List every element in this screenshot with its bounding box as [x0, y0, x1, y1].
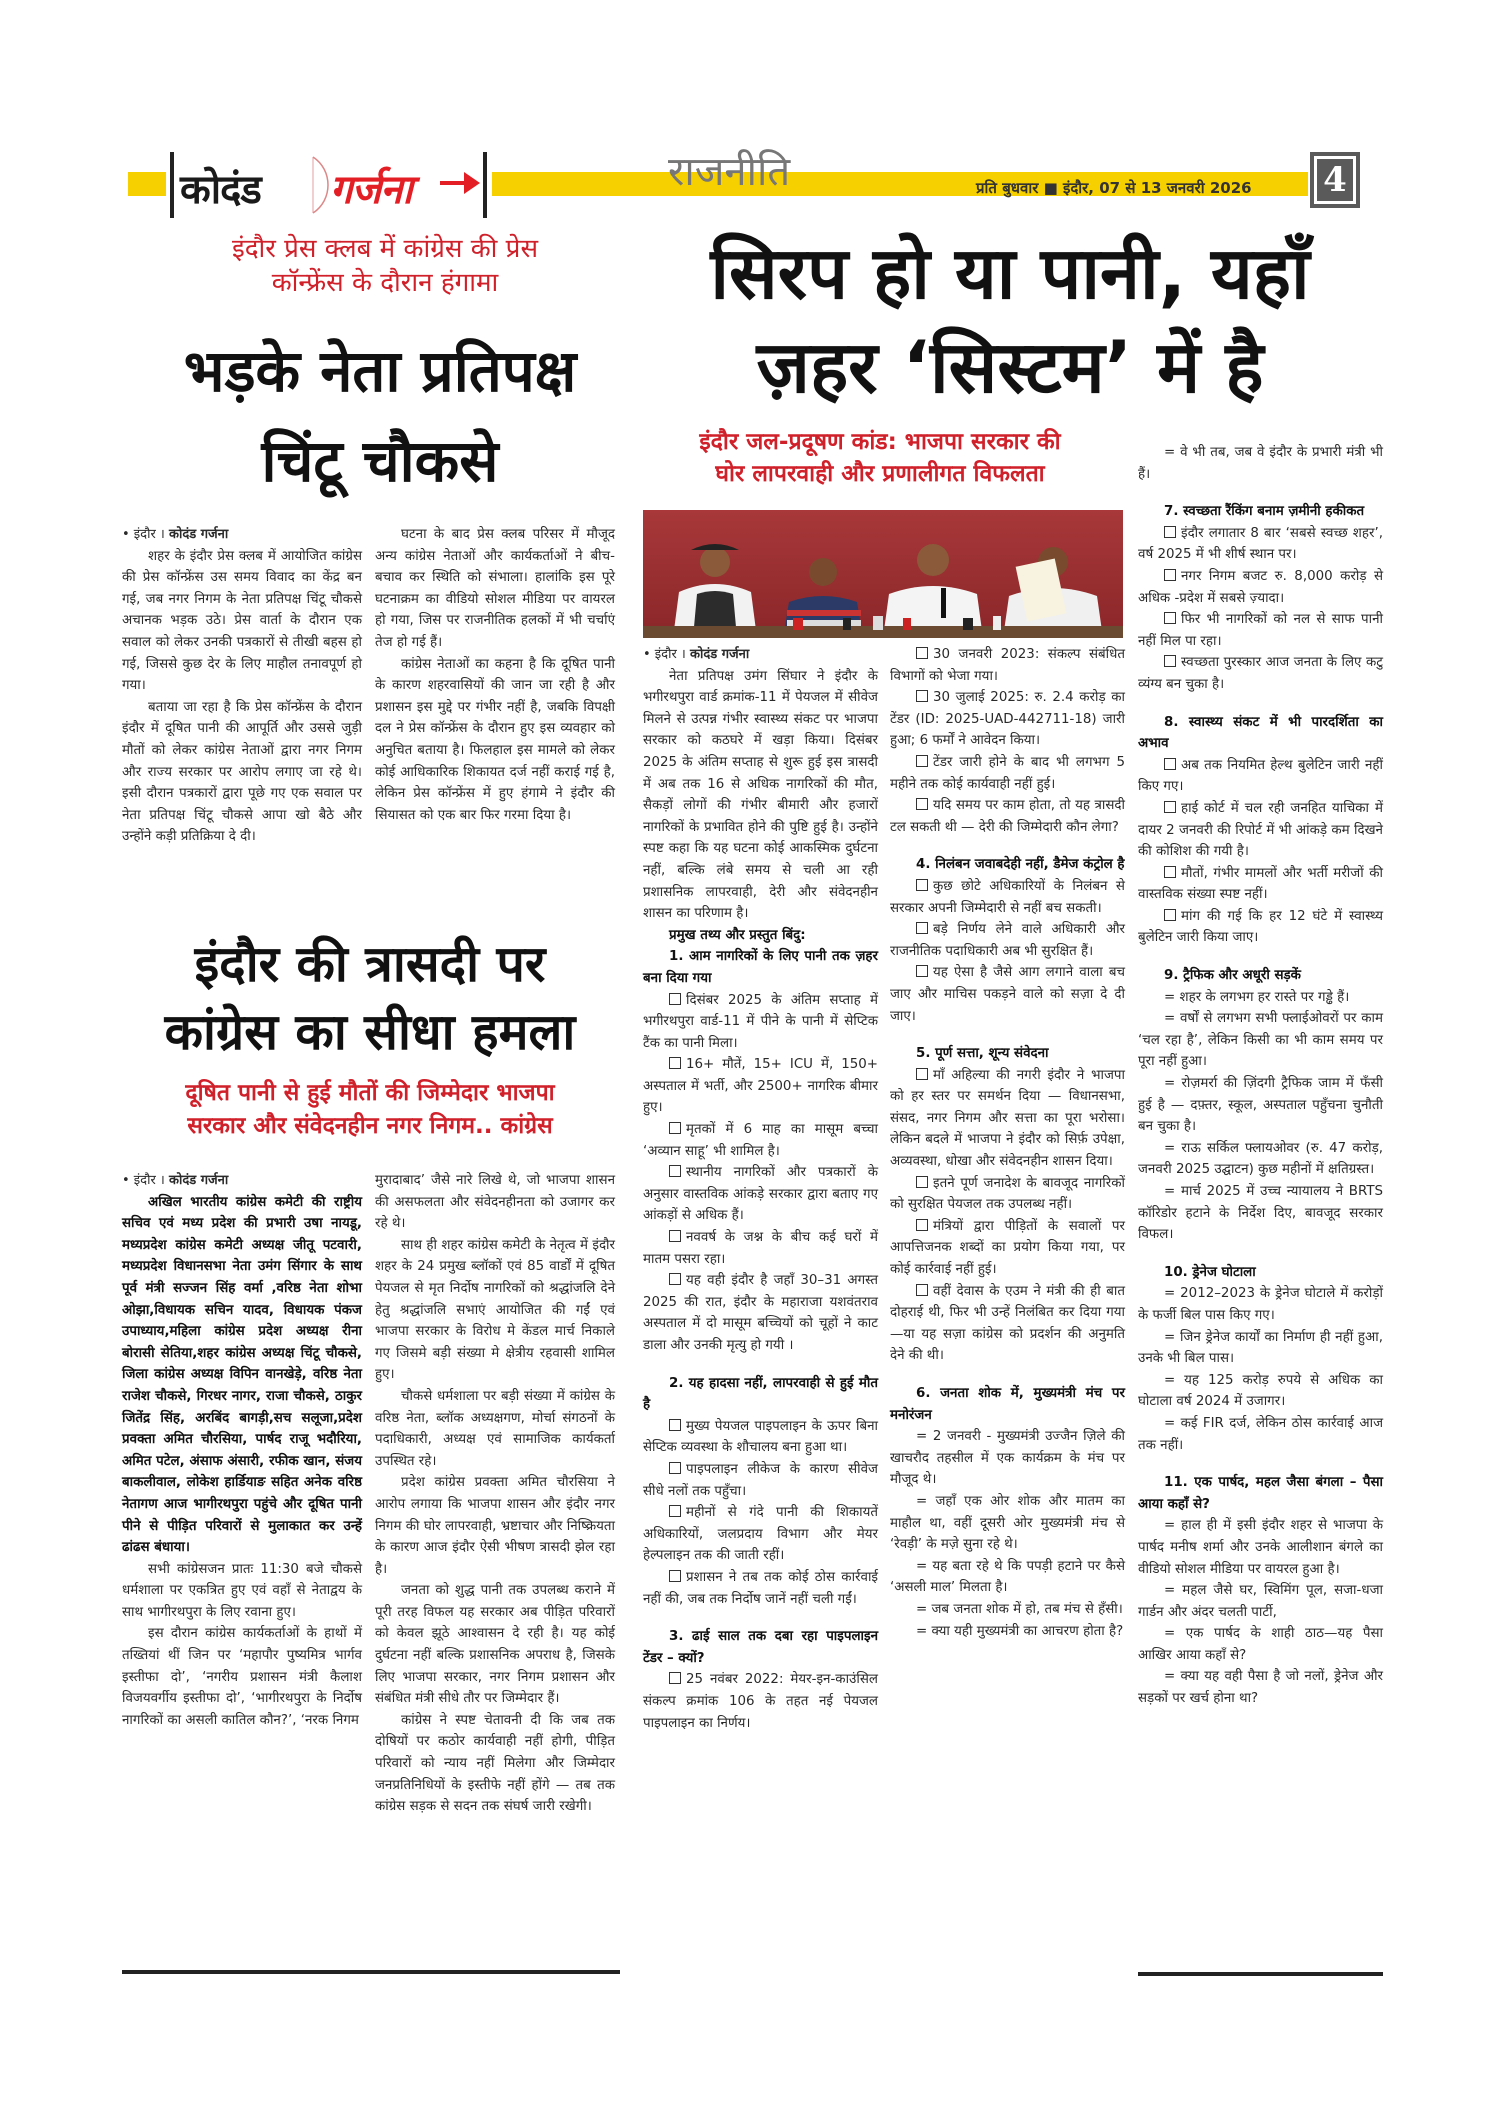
- checkbox-icon: [669, 1505, 681, 1517]
- story3-subhead-line2: घोर लापरवाही और प्रणालीगत विफलता: [715, 461, 1045, 487]
- story2-subhead-line1: दूषित पानी से हुई मौतों की जिम्मेदार भाजपा: [185, 1080, 555, 1106]
- bottom-rule-right: [1138, 1972, 1383, 1976]
- checkbox-icon: [916, 879, 928, 891]
- checkbox-icon: [669, 1570, 681, 1582]
- list-item: [890, 962, 1125, 1027]
- list-item-text: नगर निगम बजट रु. 8,000 करोड़ से अधिक -प्रदेश में सबसे ज़्यादा।: [1138, 568, 1383, 606]
- list-item-text: मंत्रियों द्वारा पीड़ितों के सवालों पर आपत्तिजनक शब्दों का प्रयोग किया गया, पर कोई कार्रवाई नहीं हुई।: [890, 1218, 1125, 1278]
- list-item: [1138, 1515, 1383, 1580]
- story2-column-2: [375, 1170, 615, 1818]
- checkbox-icon: [669, 1230, 681, 1242]
- list-item: [1138, 987, 1383, 1009]
- checkbox-icon: [916, 922, 928, 934]
- story1-headline-line2: चिंटू चौकसे: [261, 427, 499, 495]
- list-item: [643, 1416, 878, 1459]
- list-item: [643, 1227, 878, 1270]
- equals-bullet-icon: =: [916, 1429, 933, 1445]
- list-item: [1138, 1580, 1383, 1623]
- list-item: [1138, 755, 1383, 798]
- dateline-place: • इंदौर ।: [643, 647, 686, 662]
- paragraph: सभी कांग्रेसजन प्रातः 11:30 बजे चौकसे धर्मशाला पर एकत्रित हुए एवं वहाँ से नेताद्वय के साथ भागीरथपुरा के लिए रवाना हुए।: [122, 1561, 362, 1620]
- section-heading: 10. ड्रेनेज घोटाला: [1164, 1264, 1256, 1280]
- checkbox-icon: [1164, 909, 1176, 921]
- checkbox-icon: [669, 1462, 681, 1474]
- story2-subhead-line2: सरकार और संवेदनहीन नगर निगम.. कांग्रेस: [187, 1113, 553, 1139]
- list-item-text: यह बता रहे थे कि पपड़ी हटाने पर कैसे ‘असली माल’ मिलता है।: [890, 1558, 1125, 1596]
- list-item-text: दिसंबर 2025 के अंतिम सप्ताह में भगीरथपुरा वार्ड-11 में पीने के पानी में सेप्टिक टैंक का पानी मिला।: [643, 992, 878, 1051]
- list-item: [1138, 566, 1383, 609]
- list-item-text: नववर्ष के जश्न के बीच कई घरों में मातम पसरा रहा।: [643, 1230, 878, 1267]
- equals-bullet-icon: =: [1164, 1583, 1183, 1599]
- checkbox-icon: [916, 965, 928, 977]
- intro-paragraph: नेता प्रतिपक्ष उमंग सिंघार ने इंदौर के भगीरथपुरा वार्ड क्रमांक-11 में पेयजल में सीवेज मिलने से उत्पन्न गंभीर स्वास्थ्य संकट पर भाजपा सरकार को कठघरे में खड़ा किया। दिसंबर 2025 के अंतिम सप्ताह से शुरू हुई इस त्रासदी में अब तक 16 से अधिक नागरिकों की मौत, सैकड़ों लोगों की गंभीर बीमारी और हजारों नागरिकों के प्रभावित होने की पुष्टि हुई है। उन्होंने स्पष्ट कहा कि यह घटना कोई आकस्मिक दुर्घटना नहीं, बल्कि लंबे समय से चली आ रही प्रशासनिक लापरवाही, देरी और संवेदनहीन शासन का परिणाम है।: [643, 668, 878, 922]
- list-item: [643, 1054, 878, 1119]
- list-item: [890, 687, 1125, 752]
- list-item-text: जहाँ एक ओर शोक और मातम का माहौल था, वहीं दूसरी ओर मुख्यमंत्री मंच से ‘रेवड़ी’ के मज़े सुना रहे थे।: [890, 1493, 1125, 1553]
- story1-kicker: इंदौर प्रेस क्लब में कांग्रेस की प्रेस कॉन्फ्रेंस के दौरान हंगामा: [231, 234, 539, 298]
- list-item: [643, 1502, 878, 1567]
- equals-bullet-icon: =: [916, 1601, 932, 1617]
- list-item-text: शहर के लगभग हर रास्ते पर गड्ढे हैं।: [1179, 989, 1350, 1005]
- list-item-text: यह ऐसा है जैसे आग लगाने वाला बच जाए और माचिस पकड़ने वाले को सज़ा दे दी जाए।: [890, 965, 1125, 1024]
- list-item-text: क्या यह वही पैसा है जो नलों, ड्रेनेज और सड़कों पर खर्च होना था?: [1138, 1669, 1383, 1707]
- list-item: [1138, 652, 1383, 695]
- list-item: [890, 1065, 1125, 1173]
- list-item: [1138, 1327, 1383, 1370]
- list-item-text: स्वच्छता पुरस्कार आज जनता के लिए कटु व्यंग्य बन चुका है।: [1138, 655, 1383, 692]
- checkbox-icon: [1164, 569, 1176, 581]
- paragraph: इस दौरान कांग्रेस कार्यकर्ताओं के हाथों में तख्तियां थीं जिन पर ‘महापौर पुष्यमित्र भार्गव इस्तीफा दो’, ‘नगरीय प्रशासन मंत्री कैलाश विजयवर्गीय इस्तीफा दो’, ‘भागीरथपुरा के निर्दोष नागरिकों का असली कातिल कौन?’, ‘नरक निगम: [122, 1626, 362, 1728]
- story3-dateline: [643, 644, 878, 666]
- list-item: [1138, 1181, 1383, 1246]
- paragraph: साथ ही शहर कांग्रेस कमेटी के नेतृत्व में इंदौर शहर के 24 प्रमुख ब्लॉकों एवं 85 वार्डों में दूषित पेयजल से मृत निर्दोष नागरिकों को श्रद्धांजलि देने हेतु श्रद्धांजलि सभाएं आयोजित की गईं एवं भाजपा सरकार के विरोध मे केंडल मार्च निकाले गए जिसमे बड़ी संख्या मे क्षेत्रीय रहवासी शामिल हुए।: [375, 1237, 615, 1383]
- lead-paragraph: अखिल भारतीय कांग्रेस कमेटी की राष्ट्रीय सचिव एवं मध्य प्रदेश की प्रभारी उषा नायडू, मध्यप्रदेश कांग्रेस कमेटी अध्यक्ष जीतू पटवारी, मध्यप्रदेश विधानसभा नेता उमंग सिंगार के साथ पूर्व मंत्री सज्जन सिंह वर्मा ,वरिष्ठ नेता शोभा ओझा,विधायक सचिन यादव, विधायक पंकज उपाध्याय,महिला कांग्रेस प्रदेश अध्यक्ष रीना बोरासी सेतिया,शहर कांग्रेस अध्यक्ष चिंटू चौकसे, जिला कांग्रेस अध्यक्ष विपिन वानखेड़े, वरिष्ठ नेता राजेश चौकसे, गिरधर नागर, राजा चौकसे, ठाकुर जितेंद्र सिंह, अरबिंद बागड़ी,सच सलूजा,प्रदेश प्रवक्ता अमित चौरसिया, पार्षद राजू भदौरिया, अमित पटेल, अंसाफ अंसारी, रफीक खान, संजय बाकलीवाल, लोकेश हार्डियाङ सहित अनेक वरिष्ठ नेतागण आज भागीरथपुरा पहुंचे और दूषित पानी पीने से पीड़ित परिवारों से मुलाकात कर उन्हें ढांढस बंधाया।: [122, 1194, 362, 1556]
- equals-bullet-icon: =: [1164, 1076, 1182, 1092]
- list-item-text: 2 जनवरी - मुख्यमंत्री उज्जैन ज़िले की खाचरौद तहसील में एक कार्यक्रम के मंच पर मौजूद थे।: [890, 1429, 1125, 1488]
- list-item-text: एक पार्षद के शाही ठाठ—यह पैसा आखिर आया कहाँ से?: [1138, 1626, 1383, 1663]
- list-item: [1138, 609, 1383, 652]
- story3-sections-col2: [890, 854, 1125, 1642]
- checkbox-icon: [1164, 866, 1176, 878]
- list-item: [1138, 1283, 1383, 1326]
- section-heading: 6. जनता शोक में, मुख्यमंत्री मंच पर मनोरंजन: [890, 1386, 1125, 1423]
- checkbox-icon: [669, 1419, 681, 1431]
- paragraph: कांग्रेस नेताओं का कहना है कि दूषित पानी के कारण शहरवासियों की जान जा रही है और प्रशासन इस मुद्दे पर गंभीर नहीं है, जबकि विपक्षी दल ने प्रेस कॉन्फ्रेंस के दौरान हुए इस व्यवहार को अनुचित बताया है। फिलहाल इस मामले को लेकर कोई आधिकारिक शिकायत दर्ज नहीं कराई गई है, लेकिन प्रेस कॉन्फ्रेंस में हुए हंगामे ने इंदौर की सियासत को एक बार फिर गरमा दिया है।: [375, 656, 615, 823]
- section-heading: 5. पूर्ण सत्ता, शून्य संवेदना: [916, 1046, 1049, 1062]
- list-item: [643, 1119, 878, 1162]
- story2-headline-line2: कांग्रेस का सीधा हमला: [164, 1003, 576, 1061]
- list-item-text: वर्षों से लगभग सभी फ्लाईओवरों पर काम ‘चल रहा है’, लेकिन किसी का भी काम समय पर पूरा नहीं हुआ।: [1138, 1011, 1383, 1070]
- list-item: [890, 1281, 1125, 1367]
- story2-dateline: [122, 1170, 362, 1192]
- list-item-text: अब तक नियमित हेल्थ बुलेटिन जारी नहीं किए गए।: [1138, 757, 1383, 795]
- checkbox-icon: [1164, 526, 1176, 538]
- list-item-text: इतने पूर्ण जनादेश के बावजूद नागरिकों को सुरक्षित पेयजल तक उपलब्ध नहीं।: [890, 1175, 1125, 1213]
- equals-bullet-icon: =: [916, 1493, 936, 1509]
- equals-bullet-icon: =: [1164, 1669, 1181, 1685]
- list-item: [643, 1669, 878, 1734]
- story3-headline-line2: ज़हर ‘सिस्टम’ में है: [756, 325, 1264, 409]
- checkbox-icon: [916, 690, 928, 702]
- checkbox-icon: [1164, 655, 1176, 667]
- list-item-text: मार्च 2025 में उच्च न्यायालय ने BRTS कॉरिडोर हटाने के निर्देश दिए, बावजूद सरकार विफल।: [1138, 1184, 1383, 1243]
- list-item: [890, 919, 1125, 962]
- list-item: [890, 1173, 1125, 1216]
- checkbox-icon: [669, 1165, 681, 1177]
- story2-headline-line1: इंदौर की त्रासदी पर: [194, 935, 546, 993]
- list-item-text: जब जनता शोक में हो, तब मंच से हँसी।: [931, 1601, 1123, 1617]
- list-item-text: माँ अहिल्या की नगरी इंदौर ने भाजपा को हर स्तर पर समर्थन दिया — विधानसभा, संसद, नगर निगम और सत्ता का पूरा भरोसा। लेकिन बदले में भाजपा ने इंदौर को सिर्फ़ उपेक्षा, अव्यवस्था, धोखा और संवेदनहीन शासन दिया।: [890, 1067, 1125, 1170]
- dateline-place: • इंदौर ।: [122, 527, 165, 542]
- story1-headline-line1: भड़के नेता प्रतिपक्ष: [183, 337, 577, 405]
- story3-headline-line1: सिरप हो या पानी, यहाँ: [710, 231, 1310, 315]
- list-item-text: स्थानीय नागरिकों और पत्रकारों के अनुसार वास्तविक आंकड़े सरकार द्वारा बताए गए आंकड़ों से अधिक हैं।: [643, 1165, 878, 1224]
- list-item-text: पाइपलाइन लीकेज के कारण सीवेज सीधे नलों तक पहुँचा।: [643, 1461, 878, 1499]
- list-item: = वे भी तब, जब वे इंदौर के प्रभारी मंत्री भी हैं।: [1138, 445, 1383, 482]
- checkbox-icon: [669, 1273, 681, 1285]
- equals-bullet-icon: =: [916, 1623, 932, 1639]
- section-heading: 9. ट्रैफिक और अधूरी सड़कें: [1164, 968, 1301, 984]
- list-item-text: कुछ छोटे अधिकारियों के निलंबन से सरकार अपनी जिम्मेदारी से नहीं बच सकती।: [890, 878, 1125, 916]
- issue-dateline: प्रति बुधवार ■ इंदौर, 07 से 13 जनवरी 2026: [976, 179, 1252, 197]
- list-item: [890, 795, 1125, 838]
- paragraph: शहर के इंदौर प्रेस क्लब में आयोजित कांग्रेस की प्रेस कॉन्फ्रेंस उस समय विवाद का केंद्र बन गई, जब नगर निगम के नेता प्रतिपक्ष चिंटू चौकसे अचानक भड़क उठे। प्रेस वार्ता के दौरान एक सवाल को लेकर उनकी पत्रकारों से तीखी बहस हो गई, जिससे कुछ देर के लिए माहौल तनावपूर्ण हो गया।: [122, 548, 362, 694]
- list-item: [1138, 1623, 1383, 1666]
- list-item: [1138, 1073, 1383, 1138]
- list-item-text: मुख्य पेयजल पाइपलाइन के ऊपर बिना सेप्टिक व्यवस्था के शौचालय बना हुआ था।: [643, 1418, 878, 1456]
- section-heading: 11. एक पार्षद, महल जैसा बंगला – पैसा आया कहाँ से?: [1138, 1475, 1383, 1512]
- paragraph: जनता को शुद्ध पानी तक उपलब्ध कराने में पूरी तरह विफल यह सरकार अब पीड़ित परिवारों को केवल झूठे आश्वासन दे रही है। यह कोई दुर्घटना नहीं बल्कि प्रशासनिक अपराध है, जिसके लिए भाजपा सरकार, नगर निगम प्रशासन और संबंधित मंत्री सीधे तौर पर जिम्मेदार हैं।: [375, 1583, 615, 1707]
- bottom-rule-left: [122, 1970, 620, 1974]
- list-item-text: यदि समय पर काम होता, तो यह त्रासदी टल सकती थी — देरी की जिम्मेदारी कौन लेगा?: [890, 798, 1125, 835]
- masthead-divider-right: [483, 152, 487, 218]
- list-item: [1138, 1413, 1383, 1456]
- checkbox-icon: [916, 1068, 928, 1080]
- paragraph: चौकसे धर्मशाला पर बड़ी संख्या में कांग्रेस के वरिष्ठ नेता, ब्लॉक अध्यक्षगण, मोर्चा संगठनों के पदाधिकारी, अध्यक्ष एवं सामाजिक कार्यकर्ता उपस्थित रहे।: [375, 1388, 615, 1469]
- list-item-text: वहीं देवास के एउम ने मंत्री की ही बात दोहराई थी, फिर भी उन्हें निलंबित कर दिया गया—या यह सज़ा कांग्रेस को प्रदर्शन की अनुमति देने की थी।: [890, 1283, 1125, 1364]
- list-item: [1138, 1370, 1383, 1413]
- story1-column-1: [122, 524, 362, 848]
- list-item: [890, 644, 1125, 687]
- page-number-box: [1310, 152, 1360, 208]
- logo-part1: कोदंड: [180, 167, 261, 213]
- list-item-text: मृतकों में 6 माह का मासूम बच्चा ‘अव्यान साहू’ भी शामिल है।: [643, 1122, 878, 1159]
- list-item: [643, 1567, 878, 1610]
- story3-sections-col3: [1138, 501, 1383, 1709]
- list-item: [890, 1599, 1125, 1621]
- checkbox-icon: [669, 993, 681, 1005]
- list-item-text: प्रशासन ने तब तक कोई ठोस कार्रवाई नहीं की, जब तक निर्दोष जानें नहीं चली गईं।: [643, 1569, 878, 1607]
- story1-column-2: [375, 524, 615, 826]
- list-item: [890, 1216, 1125, 1281]
- story3-column-2: [890, 644, 1125, 1642]
- list-item: [1138, 1008, 1383, 1073]
- list-item: [890, 1426, 1125, 1491]
- equals-bullet-icon: =: [1164, 1372, 1185, 1388]
- story2-column-1: [122, 1170, 362, 1731]
- section-name: राजनीति: [668, 149, 791, 195]
- list-item-text: यह 125 करोड़ रुपये से अधिक का घोटाला वर्ष 2024 में उजागर।: [1138, 1372, 1383, 1410]
- list-item-text: क्या यही मुख्यमंत्री का आचरण होता है?: [931, 1623, 1124, 1639]
- list-item-text: 2012–2023 के ड्रेनेज घोटाले में करोड़ों के फर्जी बिल पास किए गए।: [1138, 1286, 1383, 1323]
- list-item-text: 30 जुलाई 2025: रु. 2.4 करोड़ का टेंडर (ID: 2025-UAD-442711-18) जारी हुआ; 6 फर्मों ने आवेदन किया।: [890, 690, 1125, 749]
- checkbox-icon: [916, 647, 928, 659]
- section-heading: 7. स्वच्छता रैंकिंग बनाम ज़मीनी हकीकत: [1164, 504, 1365, 520]
- list-item-text: 30 जनवरी 2023: संकल्प संबंधित विभागों को भेजा गया।: [890, 647, 1125, 684]
- list-item: [643, 1162, 878, 1227]
- list-item-text: रोज़मर्रा की ज़िंदगी ट्रैफिक जाम में फँसी हुई है — दफ़्तर, स्कूल, अस्पताल पहुँचना चुनौती बन चुका है।: [1138, 1076, 1383, 1135]
- list-item: [890, 1621, 1125, 1643]
- list-item: [1138, 1666, 1383, 1709]
- checkbox-icon: [669, 1057, 681, 1069]
- equals-bullet-icon: =: [1164, 1286, 1181, 1302]
- list-item-text: 25 नवंबर 2022: मेयर-इन-काउंसिल संकल्प क्रमांक 106 के तहत नई पेयजल पाइपलाइन का निर्णय।: [643, 1672, 878, 1731]
- paragraph: मुरादाबाद’ जैसे नारे लिखे थे, जो भाजपा शासन की असफलता और संवेदनहीनता को उजागर कर रहे थे।: [375, 1173, 615, 1232]
- logo-part2: गर्जना: [330, 167, 412, 213]
- page-number: 4: [1317, 159, 1353, 201]
- arrow-icon: [440, 168, 480, 198]
- dateline-source: कोदंड गर्जना: [168, 1173, 229, 1188]
- equals-bullet-icon: =: [1164, 1329, 1180, 1345]
- equals-bullet-icon: =: [1164, 1415, 1181, 1431]
- paragraph: बताया जा रहा है कि प्रेस कॉन्फ्रेंस के दौरान इंदौर में दूषित पानी की आपूर्ति और उससे जुड़ी मौतों को लेकर कांग्रेस नेताओं द्वारा नगर निगम और राज्य सरकार पर आरोप लगाए जा रहे थे। इसी दौरान पत्रकारों द्वारा पूछे गए एक सवाल पर नेता प्रतिपक्ष चिंटू चौकसे आपा खो बैठे और उन्होंने कड़ी प्रतिक्रिया दे दी।: [122, 699, 362, 845]
- list-item-text: राऊ सर्किल फ्लायओवर (रु. 47 करोड़, जनवरी 2025 उद्घाटन) कुछ महीनों में क्षतिग्रस्त।: [1138, 1140, 1383, 1178]
- list-item: [890, 1556, 1125, 1599]
- list-item: [1138, 863, 1383, 906]
- checkbox-icon: [669, 1672, 681, 1684]
- section-heading: 4. निलंबन जवाबदेही नहीं, डैमेज कंट्रोल है: [916, 857, 1125, 873]
- dateline-source: कोदंड गर्जना: [168, 527, 229, 542]
- paragraph: कांग्रेस ने स्पष्ट चेतावनी दी कि जब तक दोषियों पर कठोर कार्यवाही नहीं होगी, पीड़ित परिवारों को न्याय नहीं मिलेगा और जिम्मेदार जनप्रतिनिधियों के इस्तीफे नहीं होंगे — तब तक कांग्रेस सड़क से सदन तक संघर्ष जारी रखेगी।: [375, 1712, 615, 1815]
- list-item-text: फिर भी नागरिकों को नल से साफ पानी नहीं मिल पा रहा।: [1138, 612, 1383, 649]
- press-conference-photo: [643, 510, 1123, 638]
- list-item: [1138, 798, 1383, 863]
- equals-bullet-icon: =: [1164, 1184, 1181, 1199]
- dateline-source: कोदंड गर्जना: [689, 647, 750, 662]
- masthead-yellow-bar-left: [128, 172, 166, 196]
- list-item-text: मांग की गई कि हर 12 घंटे में स्वास्थ्य बुलेटिन जारी किया जाए।: [1138, 908, 1383, 946]
- story3-col2-continued: [890, 644, 1125, 838]
- story3-subhead-line1: इंदौर जल-प्रदूषण कांड: भाजपा सरकार की: [699, 429, 1061, 455]
- list-item-text: बड़े निर्णय लेने वाले अधिकारी और राजनीतिक पदाधिकारी अब भी सुरक्षित हैं।: [890, 922, 1125, 959]
- masthead-divider-left: [170, 152, 174, 218]
- continued-text: वे भी तब, जब वे इंदौर के प्रभारी मंत्री भी हैं।: [1138, 445, 1383, 482]
- list-item-text: हाई कोर्ट में चल रही जनहित याचिका में दायर 2 जनवरी की रिपोर्ट में भी आंकड़े कम दिखने की कोशिश की गयी है।: [1138, 800, 1383, 860]
- checkbox-icon: [916, 1176, 928, 1188]
- section-heading: 1. आम नागरिकों के लिए पानी तक ज़हर बना दिया गया: [643, 949, 878, 986]
- list-item: [1138, 1138, 1383, 1181]
- list-item: [1138, 906, 1383, 949]
- list-item-text: हाल ही में इसी इंदौर शहर से भाजपा के पार्षद मनीष शर्मा और उनके आलीशान बंगले का वीडियो सोशल मीडिया पर वायरल हुआ है।: [1138, 1518, 1383, 1577]
- equals-bullet-icon: =: [1164, 989, 1180, 1005]
- list-item: [643, 1459, 878, 1502]
- checkbox-icon: [916, 1284, 928, 1296]
- paragraph: घटना के बाद प्रेस क्लब परिसर में मौजूद अन्य कांग्रेस नेताओं और कार्यकर्ताओं ने बीच-बचाव कर स्थिति को संभाला। हालांकि इस पूरे घटनाक्रम का वीडियो सोशल मीडिया पर वायरल हो गया, जिस पर राजनीतिक हलकों में भी चर्चाएं तेज हो गई हैं।: [375, 527, 615, 650]
- list-item-text: यह वही इंदौर है जहाँ 30–31 अगस्त 2025 की रात, इंदौर के महाराजा यशवंतराव अस्पताल में दो मासूम बच्चियों को चूहों ने काट डाला और उनकी मृत्यु हो गयी ।: [643, 1273, 878, 1353]
- list-item-text: कई FIR दर्ज, लेकिन ठोस कार्रवाई आज तक नहीं।: [1138, 1415, 1383, 1453]
- equals-bullet-icon: =: [916, 1558, 933, 1574]
- list-item: [890, 876, 1125, 919]
- list-item: [890, 752, 1125, 795]
- story1-dateline: [122, 524, 362, 546]
- list-item-text: महल जैसे घर, स्विमिंग पूल, सजा-धजा गार्डन और अंदर चलती पार्टी,: [1138, 1583, 1383, 1620]
- story3-column-3: [1138, 442, 1383, 1710]
- story3-sections-col1: [643, 946, 878, 1734]
- checkbox-icon: [916, 1219, 928, 1231]
- dateline-place: • इंदौर ।: [122, 1173, 165, 1188]
- checkbox-icon: [1164, 801, 1176, 813]
- checkbox-icon: [1164, 758, 1176, 770]
- equals-bullet-icon: =: [1164, 1626, 1186, 1642]
- paragraph: प्रदेश कांग्रेस प्रवक्ता अमित चौरसिया ने आरोप लगाया कि भाजपा शासन और इंदौर नगर निगम की घोर लापरवाही, भ्रष्टाचार और निष्क्रियता के कारण आज इंदौर ऐसी भीषण त्रासदी झेल रहा है।: [375, 1475, 615, 1577]
- list-item-text: इंदौर लगातार 8 बार ‘सबसे स्वच्छ शहर’, वर्ष 2025 में भी शीर्ष स्थान पर।: [1138, 525, 1383, 563]
- list-item-text: 16+ मौतें, 15+ ICU में, 150+ अस्पताल में भर्ती, और 2500+ नागरिक बीमार हुए।: [643, 1057, 878, 1116]
- checkbox-icon: [916, 798, 928, 810]
- list-item-text: टेंडर जारी होने के बाद भी लगभग 5 महीने तक कोई कार्यवाही नहीं हुई।: [890, 754, 1125, 792]
- list-item: [1138, 523, 1383, 566]
- checkbox-icon: [669, 1122, 681, 1134]
- equals-bullet-icon: =: [1164, 1518, 1182, 1534]
- story3-column-1: [643, 644, 878, 1734]
- facts-heading: प्रमुख तथ्य और प्रस्तुत बिंदु:: [669, 927, 806, 943]
- list-item: [643, 1270, 878, 1356]
- section-heading: 8. स्वास्थ्य संकट में भी पारदर्शिता का अभाव: [1138, 714, 1383, 752]
- list-item-text: जिन ड्रेनेज कार्यों का निर्माण ही नहीं हुआ, उनके भी बिल पास।: [1138, 1329, 1383, 1367]
- equals-bullet-icon: =: [1164, 1140, 1182, 1156]
- list-item-text: महीनों से गंदे पानी की शिकायतें अधिकारियों, जलप्रदाय विभाग और मेयर हेल्पलाइन तक की जाती रहीं।: [643, 1505, 878, 1564]
- checkbox-icon: [916, 755, 928, 767]
- equals-bullet-icon: =: [1164, 1011, 1180, 1027]
- list-item: [890, 1491, 1125, 1556]
- section-heading: 2. यह हादसा नहीं, लापरवाही से हुई मौत है: [643, 1375, 878, 1413]
- checkbox-icon: [1164, 612, 1176, 624]
- section-heading: 3. ढाई साल तक दबा रहा पाइपलाइन टेंडर – क्यों?: [643, 1629, 878, 1666]
- list-item: [643, 990, 878, 1055]
- photo-illustration: [643, 510, 1123, 638]
- list-item-text: मौतों, गंभीर मामलों और भर्ती मरीजों की वास्तविक संख्या स्पष्ट नहीं।: [1138, 865, 1383, 903]
